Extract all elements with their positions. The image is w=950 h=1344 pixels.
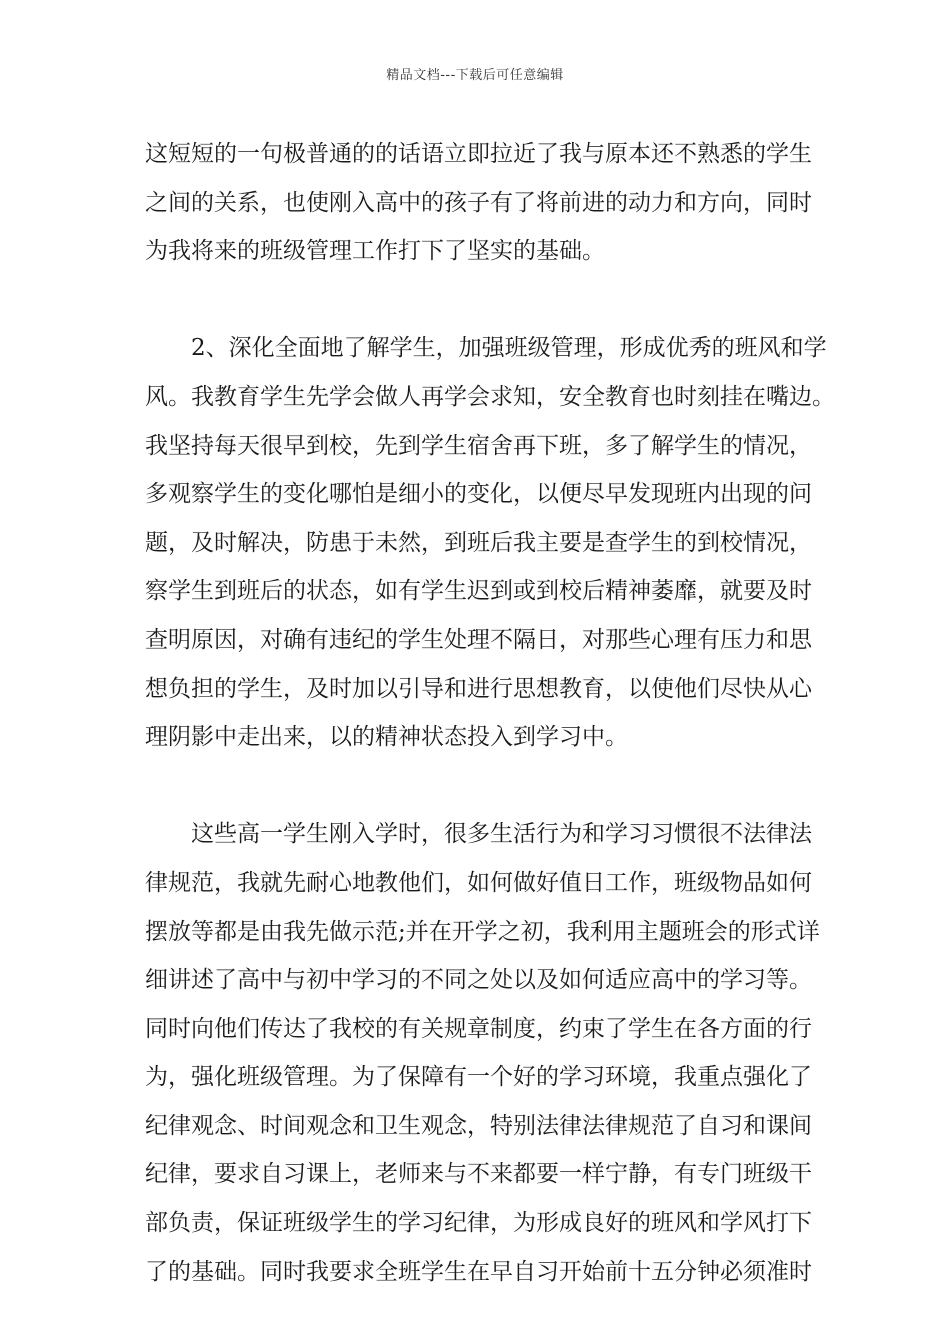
text-line: 为，强化班级管理。为了保障有一个好的学习环境，我重点强化了: [145, 1064, 812, 1091]
text-line: 摆放等都是由我先做示范;并在开学之初，我利用主题班会的形式详: [145, 918, 820, 945]
text-line: 查明原因，对确有违纪的学生处理不隔日，对那些心理有压力和思: [145, 626, 812, 653]
page-header: 精品文档---下载后可任意编辑: [386, 68, 564, 83]
text-line: 风。我教育学生先学会做人再学会求知，安全教育也时刻挂在嘴边。: [145, 383, 835, 410]
text-line: 细讲述了高中与初中学习的不同之处以及如何适应高中的学习等。: [145, 967, 812, 994]
text-line: 同时向他们传达了我校的有关规章制度，约束了学生在各方面的行: [145, 1015, 812, 1042]
text-line: 理阴影中走出来，以的精神状态投入到学习中。: [145, 724, 628, 751]
text-line: 2、深化全面地了解学生，加强班级管理，形成优秀的班风和学: [191, 335, 827, 362]
text-line: 了的基础。同时我要求全班学生在早自习开始前十五分钟必须准时: [145, 1258, 812, 1285]
text-line: 这些高一学生刚入学时，很多生活行为和学习习惯很不法律法: [191, 821, 812, 848]
paragraph-gap: [145, 276, 810, 325]
text-line: 部负责，保证班级学生的学习纪律，为形成良好的班风和学风打下: [145, 1210, 812, 1237]
text-line: 题，及时解决，防患于未然，到班后我主要是查学生的到校情况，: [145, 529, 812, 556]
text-line: 为我将来的班级管理工作打下了坚实的基础。: [145, 238, 605, 265]
text-line: 这短短的一句极普通的的话语立即拉近了我与原本还不熟悉的学生: [145, 141, 812, 167]
paragraph-gap: [145, 762, 810, 811]
text-line: 多观察学生的变化哪怕是细小的变化，以便尽早发现班内出现的问: [145, 481, 812, 508]
text-line: 我坚持每天很早到校，先到学生宿舍再下班，多了解学生的情况，: [145, 432, 812, 459]
text-line: 纪律观念、时间观念和卫生观念，特别法律法律规范了自习和课间: [145, 1112, 812, 1139]
text-line: 之间的关系，也使刚入高中的孩子有了将前进的动力和方向，同时: [145, 189, 812, 216]
document-body: [145, 130, 835, 1296]
text-line: 律规范，我就先耐心地教他们，如何做好值日工作，班级物品如何: [145, 869, 812, 896]
text-line: 纪律，要求自习课上，老师来与不来都要一样宁静，有专门班级干: [145, 1161, 812, 1188]
text-line: 察学生到班后的状态，如有学生迟到或到校后精神萎靡，就要及时: [145, 578, 812, 605]
text-line: 想负担的学生，及时加以引导和进行思想教育，以使他们尽快从心: [145, 675, 812, 702]
